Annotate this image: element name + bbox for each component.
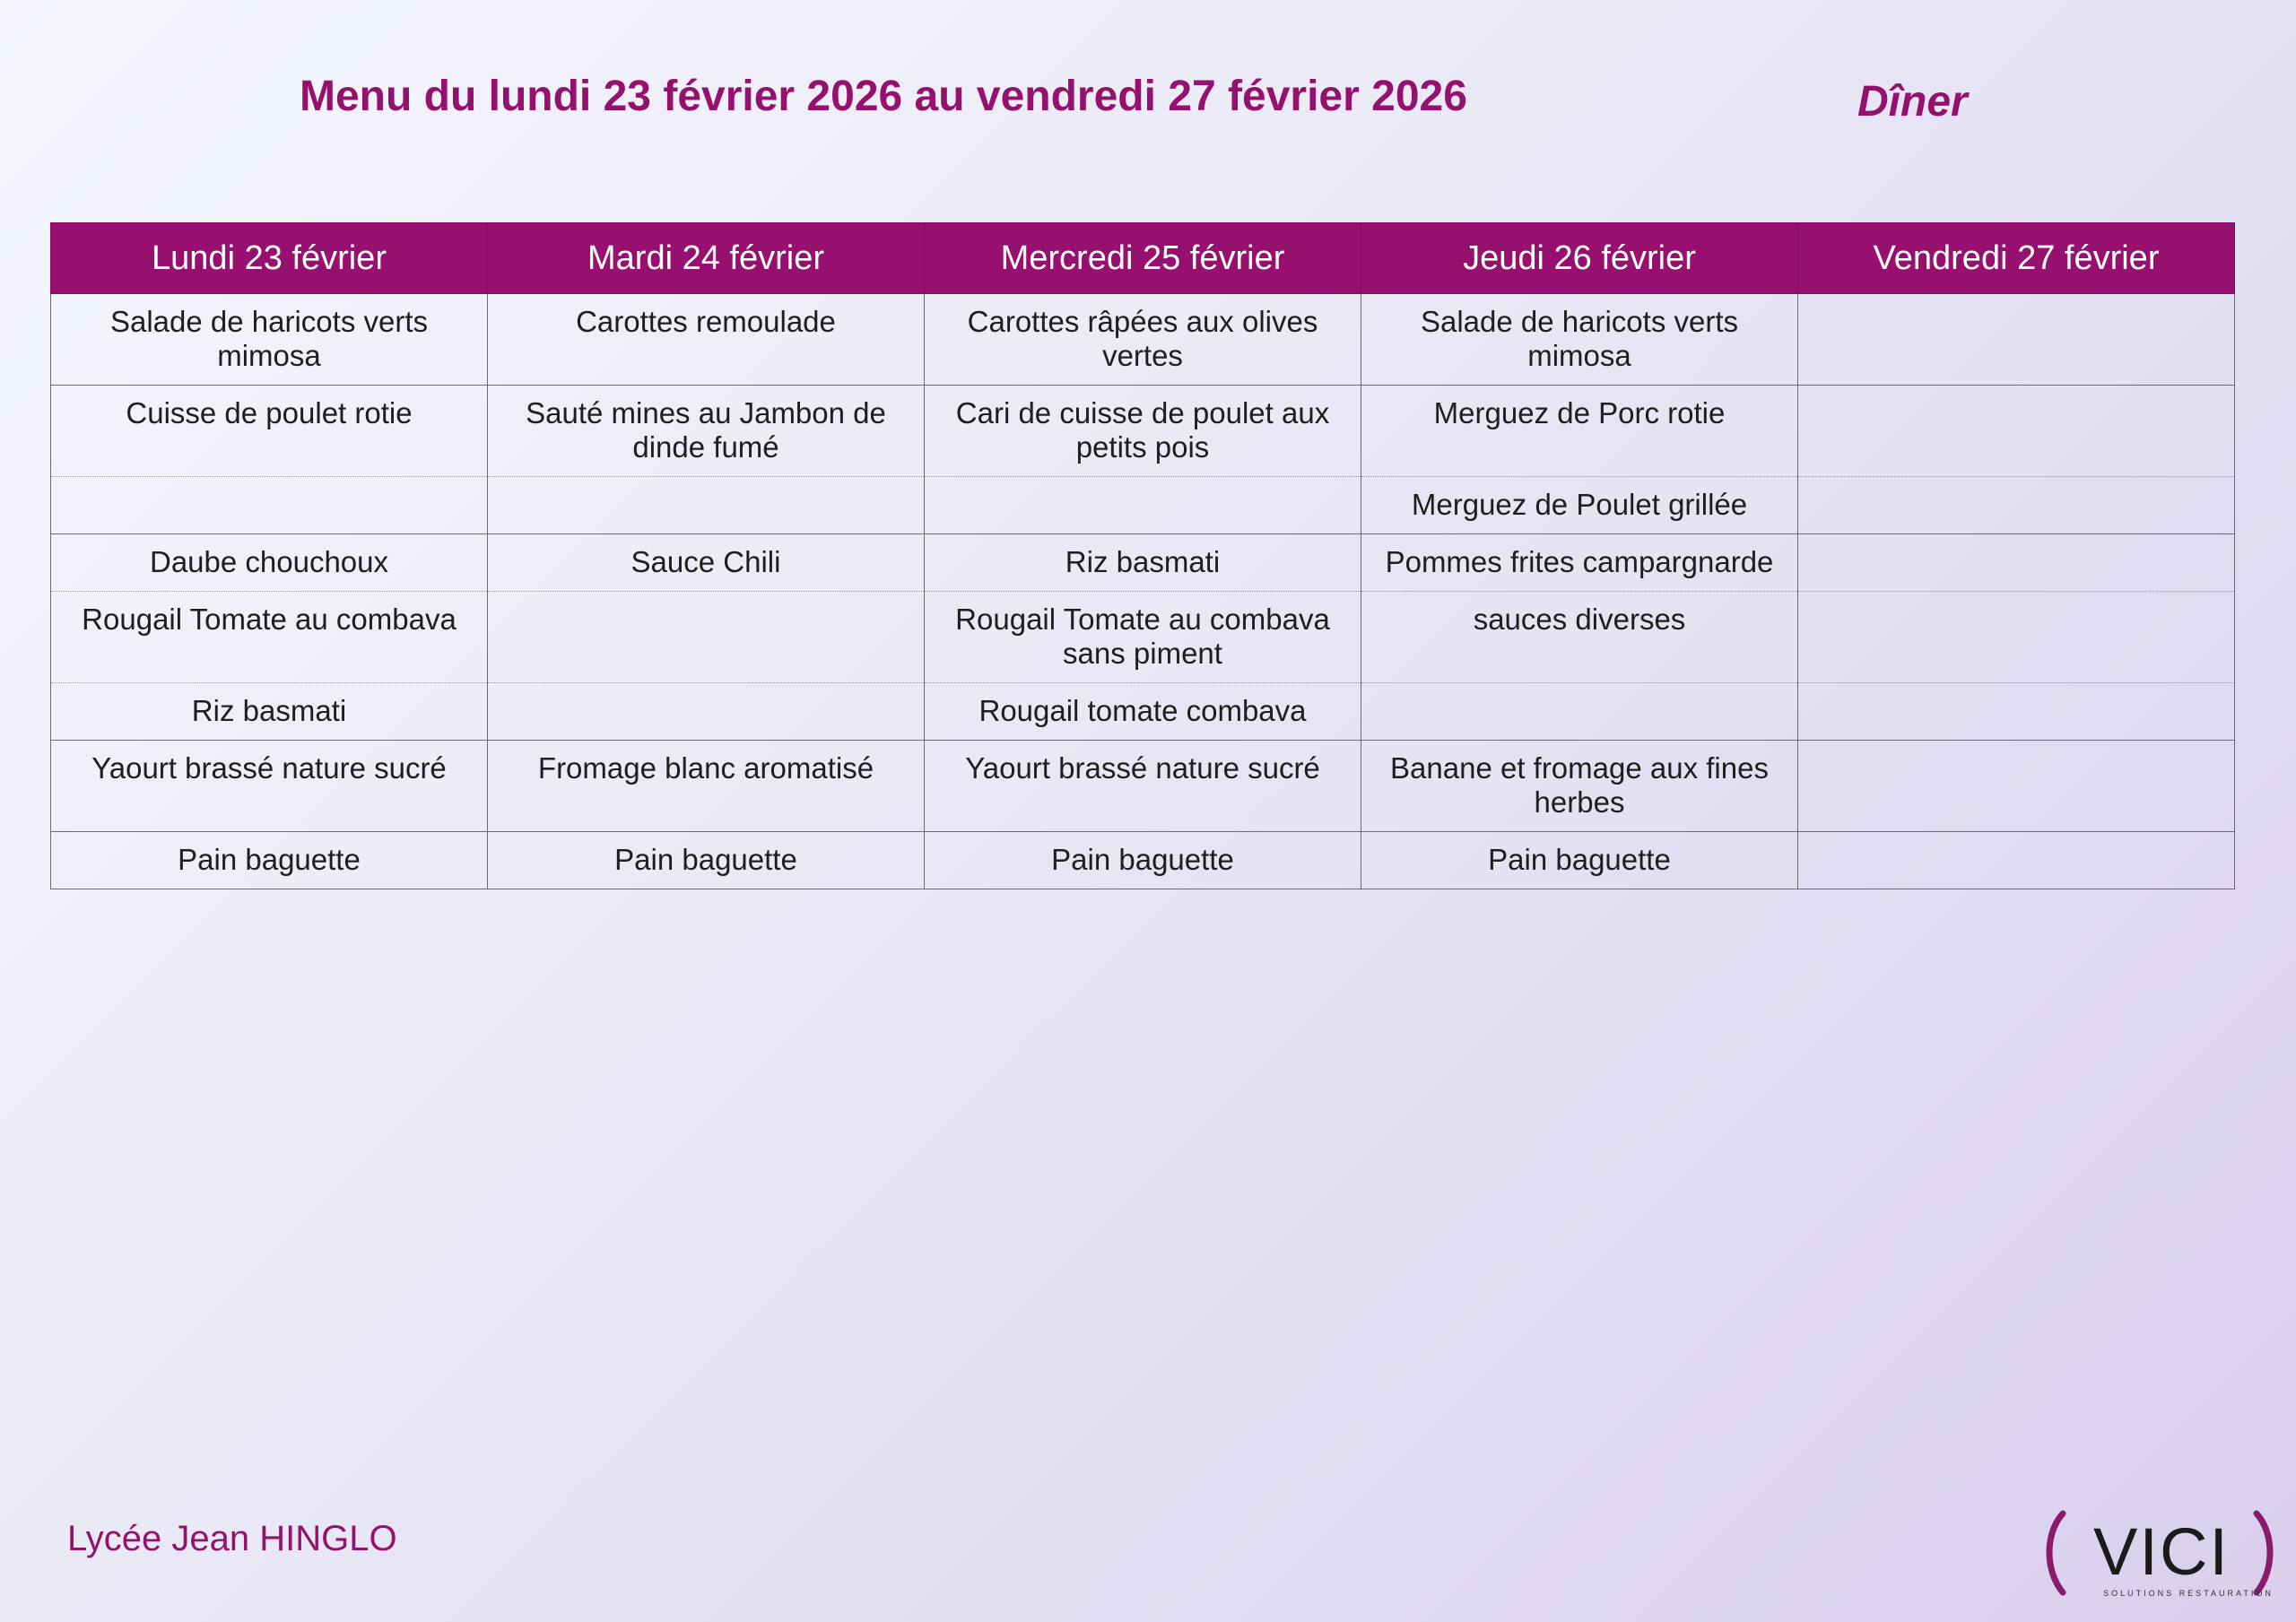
logo-wordmark: VICI: [2093, 1514, 2230, 1589]
column-header-friday: Vendredi 27 février: [1798, 223, 2235, 294]
menu-cell: Carottes râpées aux olives vertes: [925, 294, 1361, 386]
menu-table: [50, 222, 2235, 889]
logo-right-bracket: [2257, 1514, 2270, 1592]
menu-cell: Salade de haricots verts mimosa: [1361, 294, 1798, 386]
column-header-wednesday: Mercredi 25 février: [925, 223, 1361, 294]
school-name: Lycée Jean HINGLO: [67, 1519, 397, 1558]
table-row: [51, 477, 2235, 534]
column-header-tuesday: Mardi 24 février: [488, 223, 925, 294]
menu-cell: [1798, 534, 2235, 592]
menu-cell: [51, 477, 488, 534]
menu-cell: Rougail tomate combava: [925, 683, 1361, 741]
table-row: [51, 534, 2235, 592]
menu-cell: [1798, 741, 2235, 832]
menu-cell: Daube chouchoux: [51, 534, 488, 592]
menu-cell: Sauté mines au Jambon de dinde fumé: [488, 386, 925, 477]
menu-cell: Pain baguette: [925, 832, 1361, 889]
column-header-monday: Lundi 23 février: [51, 223, 488, 294]
menu-cell: [1798, 832, 2235, 889]
menu-cell: Riz basmati: [925, 534, 1361, 592]
column-header-thursday: Jeudi 26 février: [1361, 223, 1798, 294]
menu-cell: [488, 683, 925, 741]
menu-cell: Pain baguette: [51, 832, 488, 889]
table-row: [51, 683, 2235, 741]
menu-cell: Pain baguette: [1361, 832, 1798, 889]
menu-cell: Merguez de Porc rotie: [1361, 386, 1798, 477]
vici-logo: [2043, 1506, 2276, 1600]
menu-cell: [1361, 683, 1798, 741]
menu-cell: sauces diverses: [1361, 592, 1798, 683]
menu-cell: Pommes frites campargnarde: [1361, 534, 1798, 592]
menu-cell: Cuisse de poulet rotie: [51, 386, 488, 477]
table-row: [51, 832, 2235, 889]
menu-cell: Carottes remoulade: [488, 294, 925, 386]
menu-cell: [925, 477, 1361, 534]
table-row: [51, 294, 2235, 386]
menu-cell: [1798, 592, 2235, 683]
menu-header-row: [51, 223, 2235, 294]
menu-cell: Fromage blanc aromatisé: [488, 741, 925, 832]
menu-cell: Pain baguette: [488, 832, 925, 889]
menu-cell: Merguez de Poulet grillée: [1361, 477, 1798, 534]
menu-cell: Sauce Chili: [488, 534, 925, 592]
menu-cell: [488, 477, 925, 534]
logo-left-bracket: [2049, 1514, 2063, 1592]
menu-cell: [488, 592, 925, 683]
menu-cell: Cari de cuisse de poulet aux petits pois: [925, 386, 1361, 477]
meal-label: Dîner: [1857, 78, 1968, 126]
menu-cell: [1798, 683, 2235, 741]
menu-cell: Yaourt brassé nature sucré: [51, 741, 488, 832]
table-row: [51, 741, 2235, 832]
logo-tagline: SOLUTIONS RESTAURATION: [2103, 1589, 2274, 1598]
menu-cell: Banane et fromage aux fines herbes: [1361, 741, 1798, 832]
menu-cell: [1798, 294, 2235, 386]
menu-cell: Yaourt brassé nature sucré: [925, 741, 1361, 832]
menu-cell: Riz basmati: [51, 683, 488, 741]
menu-cell: [1798, 386, 2235, 477]
menu-cell: Salade de haricots verts mimosa: [51, 294, 488, 386]
menu-cell: [1798, 477, 2235, 534]
menu-cell: Rougail Tomate au combava sans piment: [925, 592, 1361, 683]
table-row: [51, 592, 2235, 683]
menu-cell: Rougail Tomate au combava: [51, 592, 488, 683]
table-row: [51, 386, 2235, 477]
page-title: Menu du lundi 23 février 2026 au vendredi 27 février 2026: [300, 73, 1467, 120]
